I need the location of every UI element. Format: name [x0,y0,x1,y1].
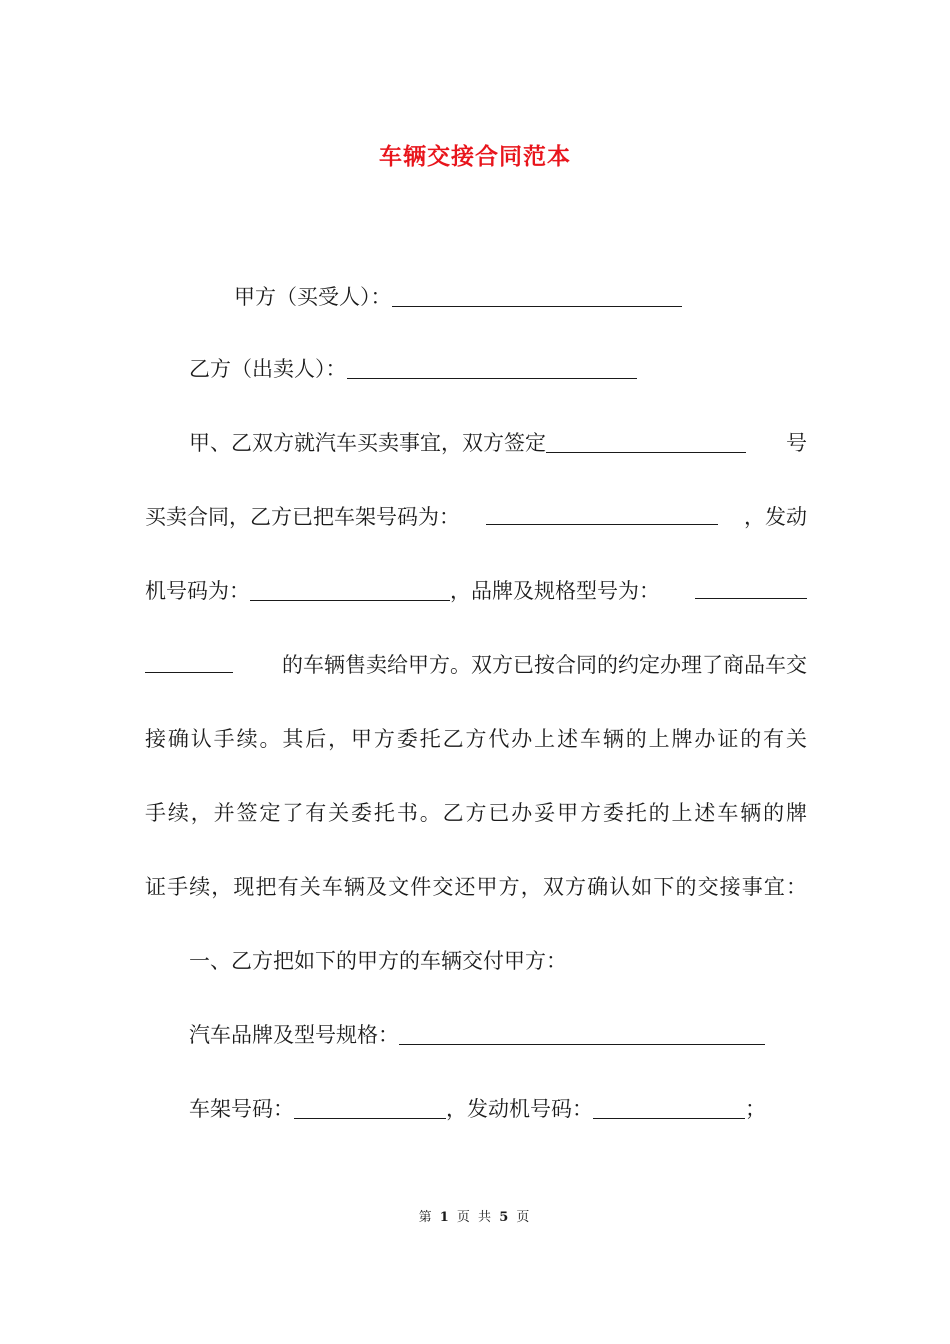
vin-engine-line [189,1094,766,1124]
paragraph-1-line-7: 证手续，现把有关车辆及文件交还甲方，双方确认如下的交接事宜： [145,875,807,899]
brand-model-field[interactable] [399,1022,765,1045]
p1-text: 买卖合同，乙方已把车架号码为： [145,505,460,529]
party-a-line [234,282,682,312]
vin-label: 车架号码： [189,1097,294,1121]
paragraph-1-line-4 [145,650,807,680]
footer-text: 第 [418,1210,434,1225]
brand-model-label: 汽车品牌及型号规格： [189,1023,399,1047]
engine-field[interactable] [593,1096,745,1119]
footer-text: 页 共 [456,1210,494,1225]
p1-text: ，品牌及规格型号为： [450,579,660,603]
p1-text: 的车辆售卖给甲方。双方已按合同的约定办理了商品车交 [282,653,807,677]
party-b-blank[interactable] [347,356,637,379]
vin-blank[interactable] [486,502,718,525]
page-number: 1 [439,1210,451,1225]
page-total: 5 [499,1210,511,1225]
brand-model-line [189,1020,765,1050]
paragraph-1-line-6: 手续，并签定了有关委托书。乙方已办妥甲方委托的上述车辆的牌 [145,801,807,825]
footer-text: 页 [516,1210,532,1225]
p1-text: 号 [786,431,807,455]
paragraph-1-line-2 [145,502,807,532]
engine-label: ，发动机号码： [446,1097,593,1121]
contract-number-blank[interactable] [546,430,746,453]
party-a-blank[interactable] [392,284,682,307]
brand-model-blank-part1[interactable] [695,576,807,599]
brand-model-blank-part2[interactable] [145,650,233,673]
p1-text: 甲、乙双方就汽车买卖事宜，双方签定 [189,431,546,455]
section-1-heading: 一、乙方把如下的甲方的车辆交付甲方： [189,949,567,973]
page-footer [0,1206,950,1225]
paragraph-1-line-5: 接确认手续。其后，甲方委托乙方代办上述车辆的上牌办证的有关 [145,727,807,751]
party-b-label: 乙方（出卖人）： [189,357,347,381]
paragraph-1-line-3 [145,576,807,606]
vin-field[interactable] [294,1096,446,1119]
p1-text: ，发动 [744,505,807,529]
line-end: ； [745,1097,766,1121]
p1-text: 机号码为： [145,579,250,603]
document-title: 车辆交接合同范本 [379,143,571,170]
engine-number-blank[interactable] [250,578,450,601]
party-a-label: 甲方（买受人）： [234,285,392,309]
paragraph-1-line-1 [189,428,807,458]
party-b-line [189,354,637,384]
